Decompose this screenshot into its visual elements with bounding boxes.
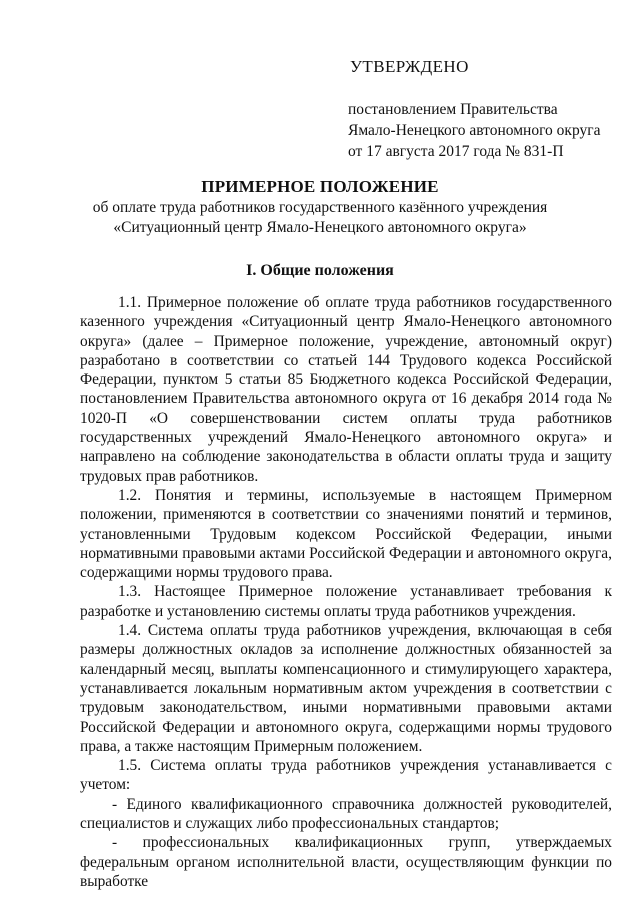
paragraph-1-2: 1.2. Понятия и термины, используемые в настоящем Примерном положении, применяются в соответствии со значениями понятий и терминов, установленными Трудовым кодексом Российской Федерации, иными нормативными правовыми актами Российской Федерации и автономного округа, содержащими нормы трудового права. (80, 486, 612, 582)
approval-block (348, 57, 628, 162)
document-body (80, 293, 612, 891)
approval-line-1: постановлением Правительства (348, 101, 558, 118)
paragraph-1-1: 1.1. Примерное положение об оплате труда работников государственного казенного учреждения «Ситуационный центр Ямало-Ненецкого автономного округа» (далее – Примерное положение, учреждение, автономный округ) разработано в соответствии со статьей 144 Трудового кодекса Российской Федерации, пунктом 5 статьи 85 Бюджетного кодекса Российской Федерации, постановлением Правительства автономного округа от 16 декабря 2014 года № 1020-П «О совершенствовании систем оплаты труда работников государственных учреждений Ямало-Ненецкого автономного округа» и направлено на соблюдение законодательства в области оплаты труда и защиту трудовых прав работников. (80, 294, 612, 485)
section-heading: I. Общие положения (246, 262, 394, 279)
paragraph-1-4: 1.4. Система оплаты труда работников учреждения, включающая в себя размеры должностных окладов за исполнение должностных обязанностей за календарный месяц, выплаты компенсационного и стимулирующего характера, устанавливается локальным нормативным актом учреждения в соответствии с трудовым законодательством, иными нормативными правовыми актами Российской Федерации и автономного округа, содержащими нормы трудового права, а также настоящим Примерным положением. (80, 622, 612, 755)
approved-stamp-title: УТВЕРЖДЕНО (350, 57, 469, 76)
document-title-block (0, 176, 640, 238)
paragraph-1-3: 1.3. Настоящее Примерное положение устанавливает требования к разработке и установлению системы оплаты труда работников учреждения. (80, 583, 612, 620)
document-subtitle-line-1: об оплате труда работников государственного казённого учреждения (92, 199, 548, 216)
list-item-qualification-groups: - профессиональных квалификационных групп, утверждаемых федеральным органом исполнительной власти, осуществляющим функции по выработке (80, 834, 612, 890)
paragraph-1-5: 1.5. Система оплаты труда работников учреждения устанавливается с учетом: (80, 757, 612, 794)
document-title: ПРИМЕРНОЕ ПОЛОЖЕНИЕ (201, 177, 439, 196)
list-item-qualification-handbook: - Единого квалификационного справочника должностей руководителей, специалистов и служащих либо профессиональных стандартов; (80, 795, 612, 833)
document-subtitle-line-2: «Ситуационный центр Ямало-Ненецкого автономного округа» (113, 219, 527, 236)
approval-line-3: от 17 августа 2017 года № 831-П (348, 143, 564, 160)
approval-line-2: Ямало-Ненецкого автономного округа (348, 122, 601, 139)
